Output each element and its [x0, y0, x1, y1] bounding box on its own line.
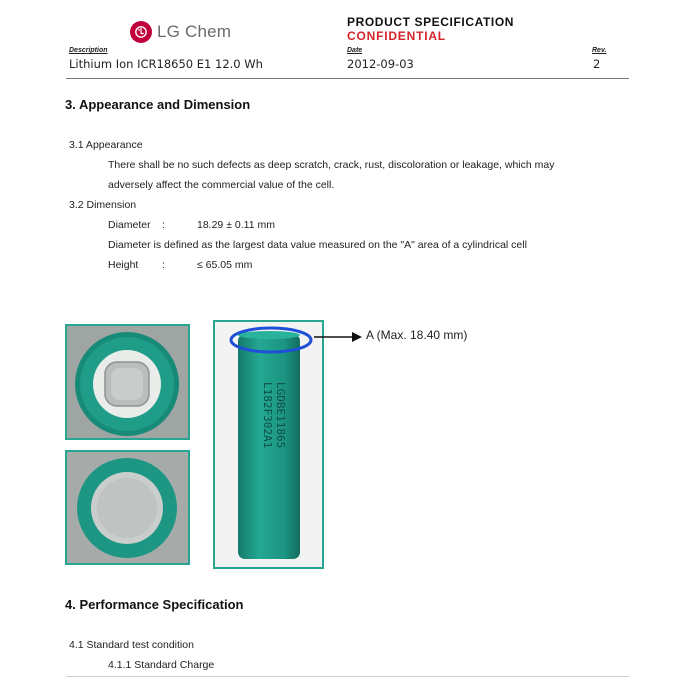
section4-heading: 4. Performance Specification	[65, 597, 244, 612]
rev-label: Rev.	[592, 47, 607, 54]
cell-marking-line1: LGDBE11865	[274, 382, 287, 449]
annotation-arrow-icon	[314, 331, 364, 343]
brand-name: LG Chem	[157, 22, 232, 41]
section3-heading: 3. Appearance and Dimension	[65, 97, 251, 112]
height-colon: :	[162, 259, 165, 271]
confidential-label: CONFIDENTIAL	[347, 29, 446, 43]
cell-side-photo	[213, 320, 324, 569]
cell-negative-end-image	[67, 452, 188, 563]
standard-charge-heading: 4.1.1 Standard Charge	[108, 659, 215, 671]
cell-bottom-photo	[65, 450, 190, 565]
cell-marking-line2: L182F302A1	[261, 382, 274, 449]
appearance-line2: adversely affect the commercial value of the cell.	[108, 179, 335, 191]
diameter-colon: :	[162, 219, 165, 231]
diameter-value: 18.29 ± 0.11 mm	[197, 219, 275, 231]
measurement-area-ellipse	[226, 324, 316, 356]
rev-value: 2	[593, 57, 601, 71]
page-bottom-divider	[66, 676, 629, 677]
description-value: Lithium Ion ICR18650 E1 12.0 Wh	[69, 57, 263, 71]
date-value: 2012-09-03	[347, 57, 414, 71]
test-condition-heading: 4.1 Standard test condition	[69, 639, 194, 651]
height-value: ≤ 65.05 mm	[197, 259, 253, 271]
diameter-note: Diameter is defined as the largest data value measured on the "A" area of a cylindrical cell	[108, 239, 527, 251]
height-label: Height	[108, 259, 139, 271]
document-title: PRODUCT SPECIFICATION	[347, 15, 515, 29]
cell-positive-end-image	[67, 326, 188, 438]
date-label: Date	[347, 47, 363, 54]
cell-top-photo	[65, 324, 190, 440]
description-label: Description	[69, 47, 108, 54]
diameter-annotation: A (Max. 18.40 mm)	[366, 328, 468, 342]
lg-logo-icon	[130, 21, 152, 43]
appearance-line1: There shall be no such defects as deep scratch, crack, rust, discoloration or leakage, which may	[108, 159, 555, 171]
lg-face-icon	[135, 25, 147, 39]
dimension-heading: 3.2 Dimension	[69, 199, 137, 211]
cylindrical-cell-image	[215, 322, 322, 567]
diameter-label: Diameter	[108, 219, 151, 231]
appearance-heading: 3.1 Appearance	[69, 139, 143, 151]
header-divider	[66, 78, 629, 79]
